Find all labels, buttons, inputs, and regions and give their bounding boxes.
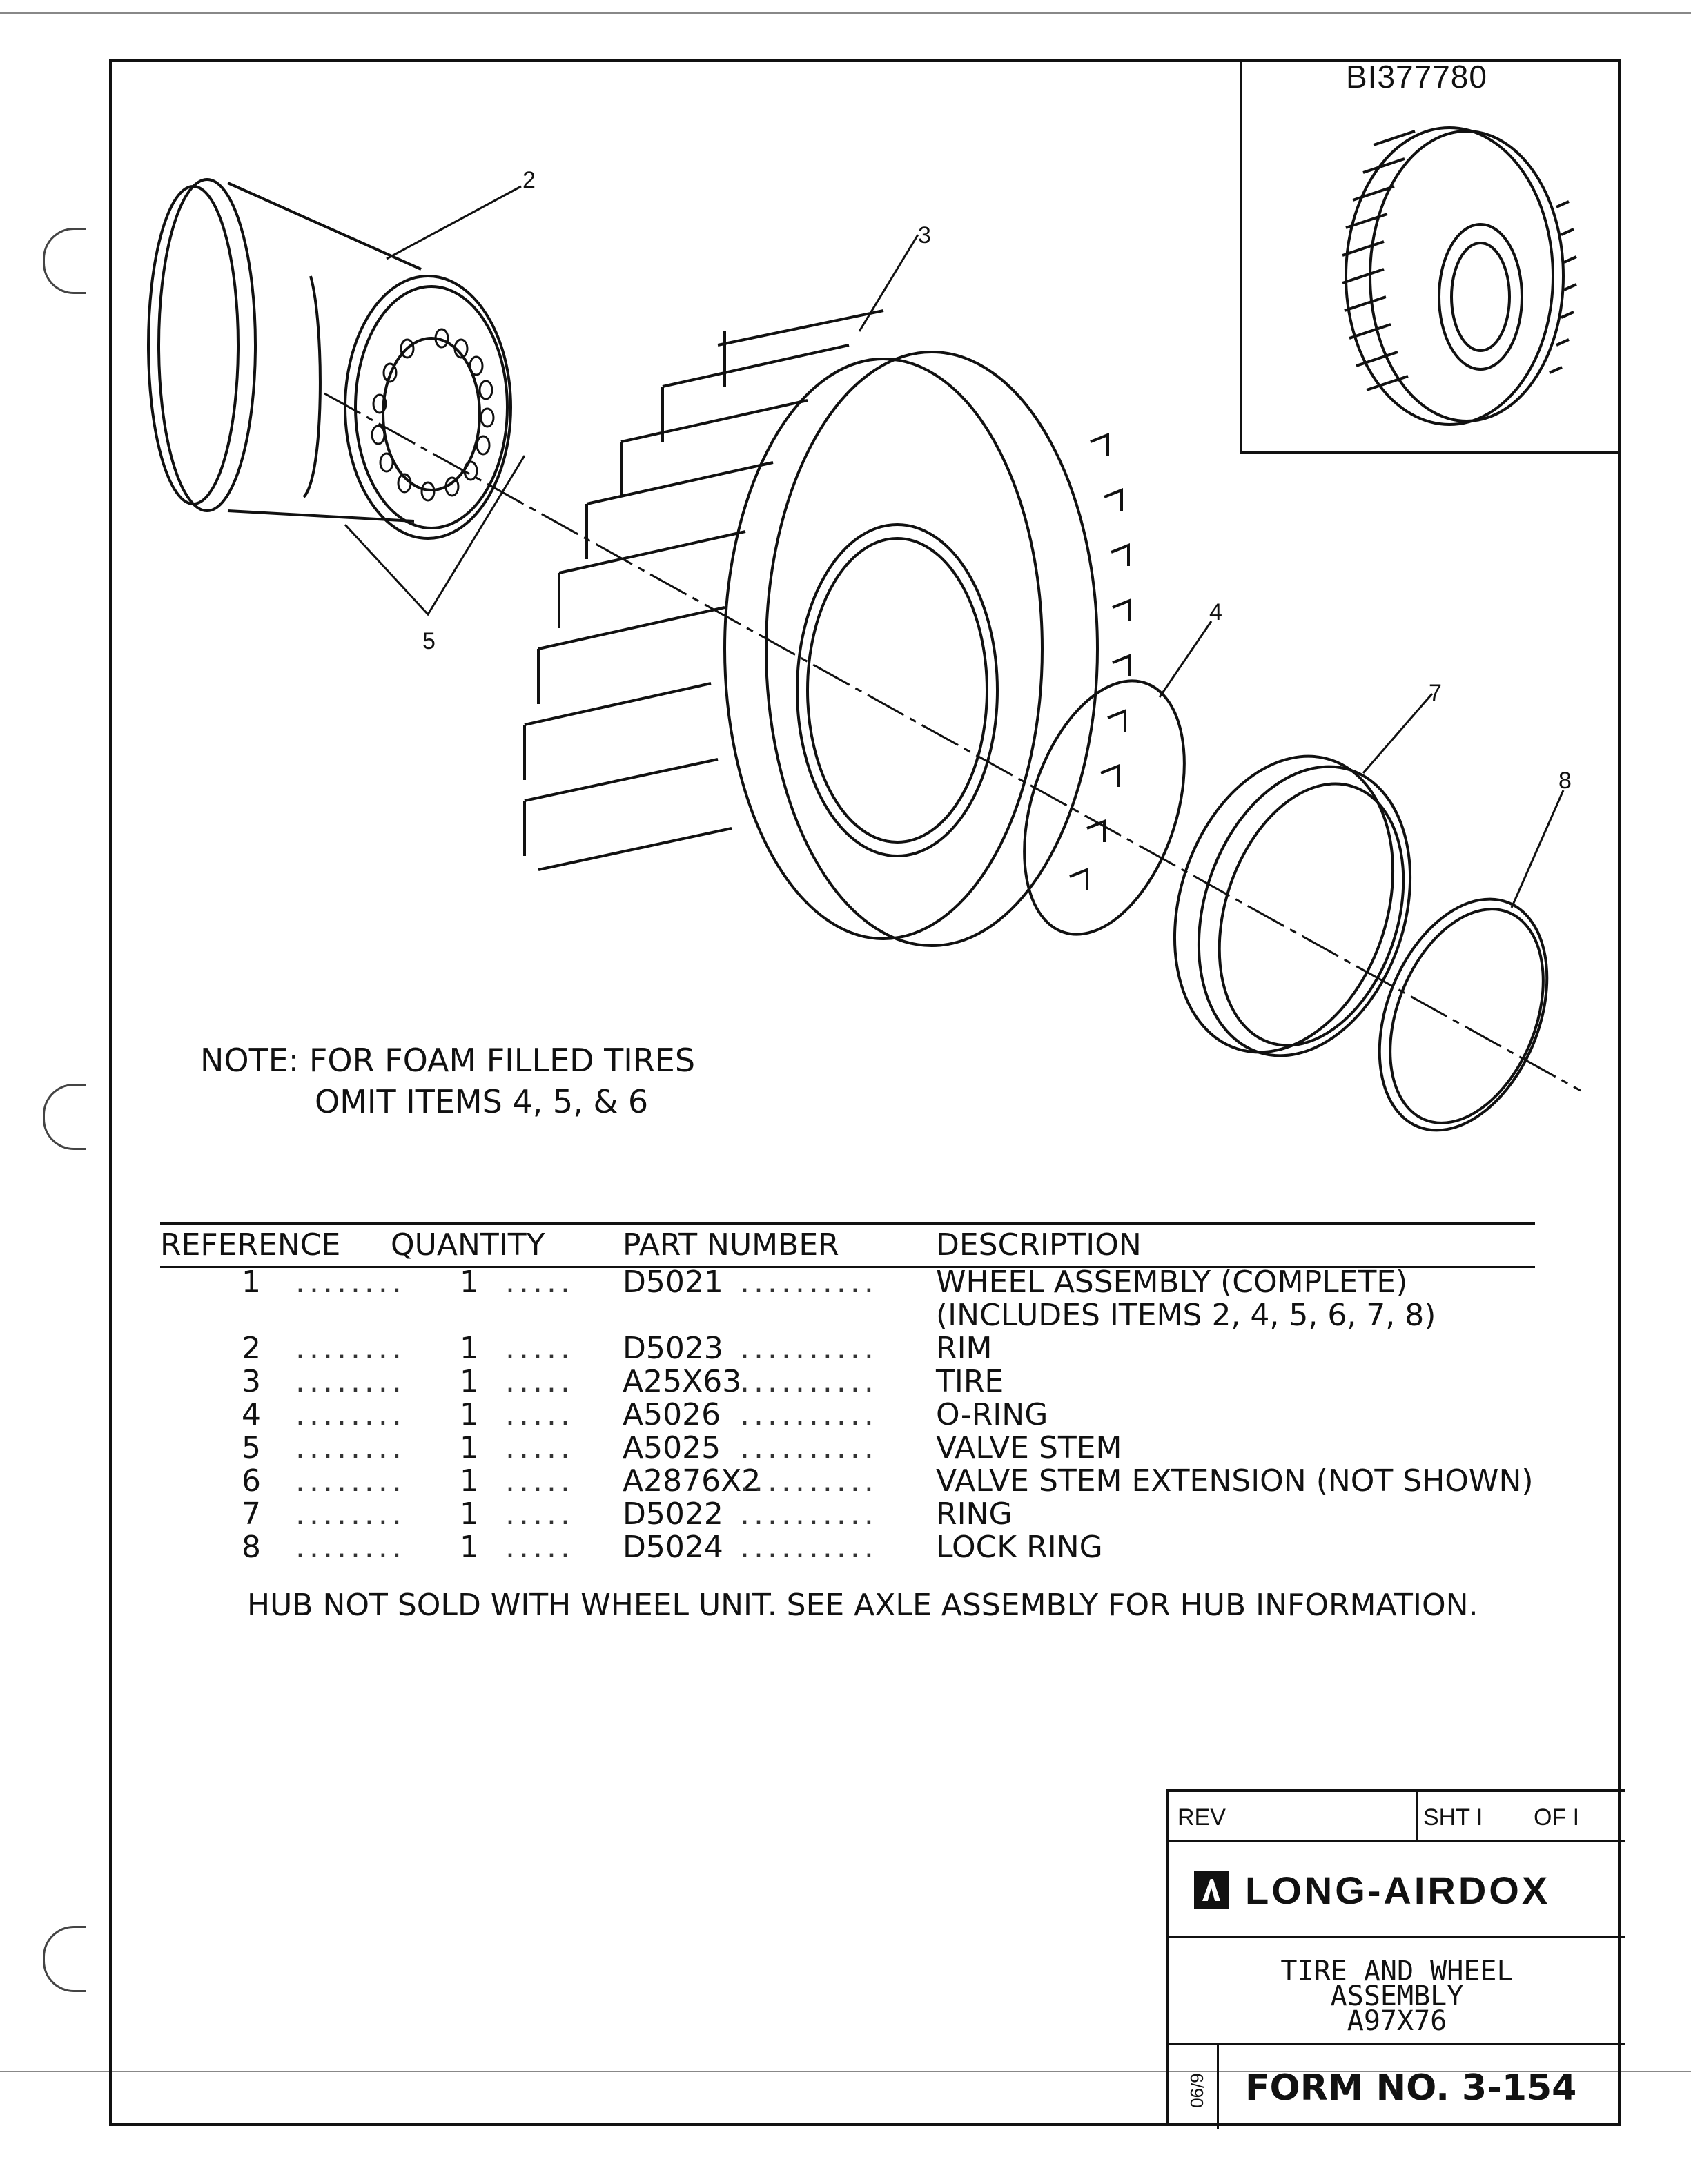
part-description: WHEEL ASSEMBLY (COMPLETE): [936, 1265, 1408, 1300]
part-quantity: 1: [460, 1397, 479, 1432]
title-line-2: ASSEMBLY: [1330, 1980, 1464, 2012]
part-description: VALVE STEM: [936, 1430, 1122, 1465]
header-reference: REFERENCE: [160, 1227, 341, 1262]
part-description: VALVE STEM EXTENSION (NOT SHOWN): [936, 1463, 1534, 1499]
leader-dots: ........: [295, 1496, 406, 1532]
leader-dots: ..........: [740, 1430, 878, 1465]
part-reference: 2: [242, 1331, 261, 1366]
company-name: LONG-AIRDOX: [1245, 1869, 1551, 1912]
form-number-cell: [1169, 2045, 1625, 2129]
leader-dots: ..........: [740, 1463, 878, 1499]
callout-5: 5: [422, 628, 436, 654]
lock-ring-part: [1347, 875, 1578, 1156]
parts-row: [160, 1430, 1535, 1463]
leader-dots: .....: [505, 1496, 574, 1532]
parts-row: [160, 1397, 1535, 1430]
leader-dots: ..........: [740, 1265, 878, 1300]
title-line-3: A97X76: [1347, 2005, 1447, 2037]
part-description: (INCLUDES ITEMS 2, 4, 5, 6, 7, 8): [936, 1298, 1436, 1333]
date-cell: [1169, 2045, 1219, 2129]
form-number: FORM NO. 3-154: [1245, 2067, 1577, 2109]
leader-dots: ..........: [740, 1364, 878, 1399]
part-number: A5026: [623, 1397, 721, 1432]
part-quantity: 1: [460, 1331, 479, 1366]
callout-4: 4: [1209, 599, 1222, 625]
part-number: D5022: [623, 1496, 723, 1532]
part-number: D5023: [623, 1331, 723, 1366]
part-description: O-RING: [936, 1397, 1048, 1432]
leader-dots: .....: [505, 1463, 574, 1499]
foam-tire-note: [200, 1040, 695, 1122]
sheet-label: SHT I: [1423, 1804, 1483, 1831]
header-quantity: QUANTITY: [391, 1227, 545, 1262]
rim-part: [148, 179, 511, 538]
leader-dots: .....: [505, 1364, 574, 1399]
parts-header: [160, 1222, 1535, 1265]
part-number: A5025: [623, 1430, 721, 1465]
leader-dots: ........: [295, 1430, 406, 1465]
leader-dots: ........: [295, 1265, 406, 1300]
title-line-1: TIRE AND WHEEL: [1280, 1956, 1514, 1987]
leader-dots: ........: [295, 1364, 406, 1399]
part-reference: 4: [242, 1397, 261, 1432]
parts-row: [160, 1463, 1535, 1499]
company-logo-cell: [1169, 1842, 1625, 1938]
parts-row: [160, 1265, 1535, 1298]
part-reference: 7: [242, 1496, 261, 1532]
part-description: LOCK RING: [936, 1530, 1103, 1565]
parts-list: [160, 1222, 1535, 1563]
part-reference: 8: [242, 1530, 261, 1565]
rev-cell: [1169, 1792, 1418, 1842]
part-description: RING: [936, 1496, 1013, 1532]
header-description: DESCRIPTION: [936, 1227, 1142, 1262]
date-code: 6/90: [1186, 2073, 1207, 2108]
part-description: TIRE: [936, 1364, 1004, 1399]
hub-note: HUB NOT SOLD WITH WHEEL UNIT. SEE AXLE ASSEMBLY FOR HUB INFORMATION.: [247, 1588, 1478, 1623]
leader-dots: ..........: [740, 1331, 878, 1366]
header-part-number: PART NUMBER: [623, 1227, 839, 1262]
parts-row: [160, 1496, 1535, 1530]
part-number: D5021: [623, 1265, 723, 1300]
leader-dots: .....: [505, 1265, 574, 1300]
parts-row: [160, 1530, 1535, 1563]
tire-part: [525, 311, 1130, 946]
part-quantity: 1: [460, 1463, 479, 1499]
leader-dots: .....: [505, 1397, 574, 1432]
leader-dots: ........: [295, 1331, 406, 1366]
leader-dots: ..........: [740, 1496, 878, 1532]
leader-dots: ........: [295, 1463, 406, 1499]
drawing-title: [1169, 1938, 1625, 2045]
title-block: [1166, 1789, 1625, 2126]
part-reference: 3: [242, 1364, 261, 1399]
company-logo-icon: [1194, 1871, 1229, 1909]
note-line-2: OMIT ITEMS 4, 5, & 6: [315, 1083, 649, 1120]
parts-row: [160, 1298, 1535, 1331]
sheet-of-label: OF I: [1534, 1804, 1580, 1831]
part-number: A2876X2: [623, 1463, 761, 1499]
part-quantity: 1: [460, 1496, 479, 1532]
leader-dots: .....: [505, 1430, 574, 1465]
callout-7: 7: [1429, 680, 1442, 706]
o-ring-part: [995, 661, 1213, 955]
callout-2: 2: [522, 167, 536, 193]
part-reference: 5: [242, 1430, 261, 1465]
inset-wheel-photo: [1342, 128, 1576, 425]
parts-row: [160, 1364, 1535, 1397]
rev-label: REV: [1177, 1804, 1226, 1831]
part-quantity: 1: [460, 1265, 479, 1300]
leader-dots: ..........: [740, 1397, 878, 1432]
part-number: A25X63: [623, 1364, 742, 1399]
part-quantity: 1: [460, 1430, 479, 1465]
sheet-cell: [1418, 1792, 1625, 1842]
leader-dots: ..........: [740, 1530, 878, 1565]
part-number: D5024: [623, 1530, 723, 1565]
part-quantity: 1: [460, 1364, 479, 1399]
photo-id: BI377780: [1346, 59, 1487, 95]
leader-dots: .....: [505, 1530, 574, 1565]
part-reference: 6: [242, 1463, 261, 1499]
part-description: RIM: [936, 1331, 993, 1366]
parts-row: [160, 1331, 1535, 1364]
leader-dots: .....: [505, 1331, 574, 1366]
part-quantity: 1: [460, 1530, 479, 1565]
leader-dots: ........: [295, 1530, 406, 1565]
part-reference: 1: [242, 1265, 261, 1300]
note-line-1: NOTE: FOR FOAM FILLED TIRES: [200, 1042, 696, 1079]
callout-8: 8: [1558, 768, 1572, 794]
leader-dots: ........: [295, 1397, 406, 1432]
callout-3: 3: [918, 222, 931, 248]
